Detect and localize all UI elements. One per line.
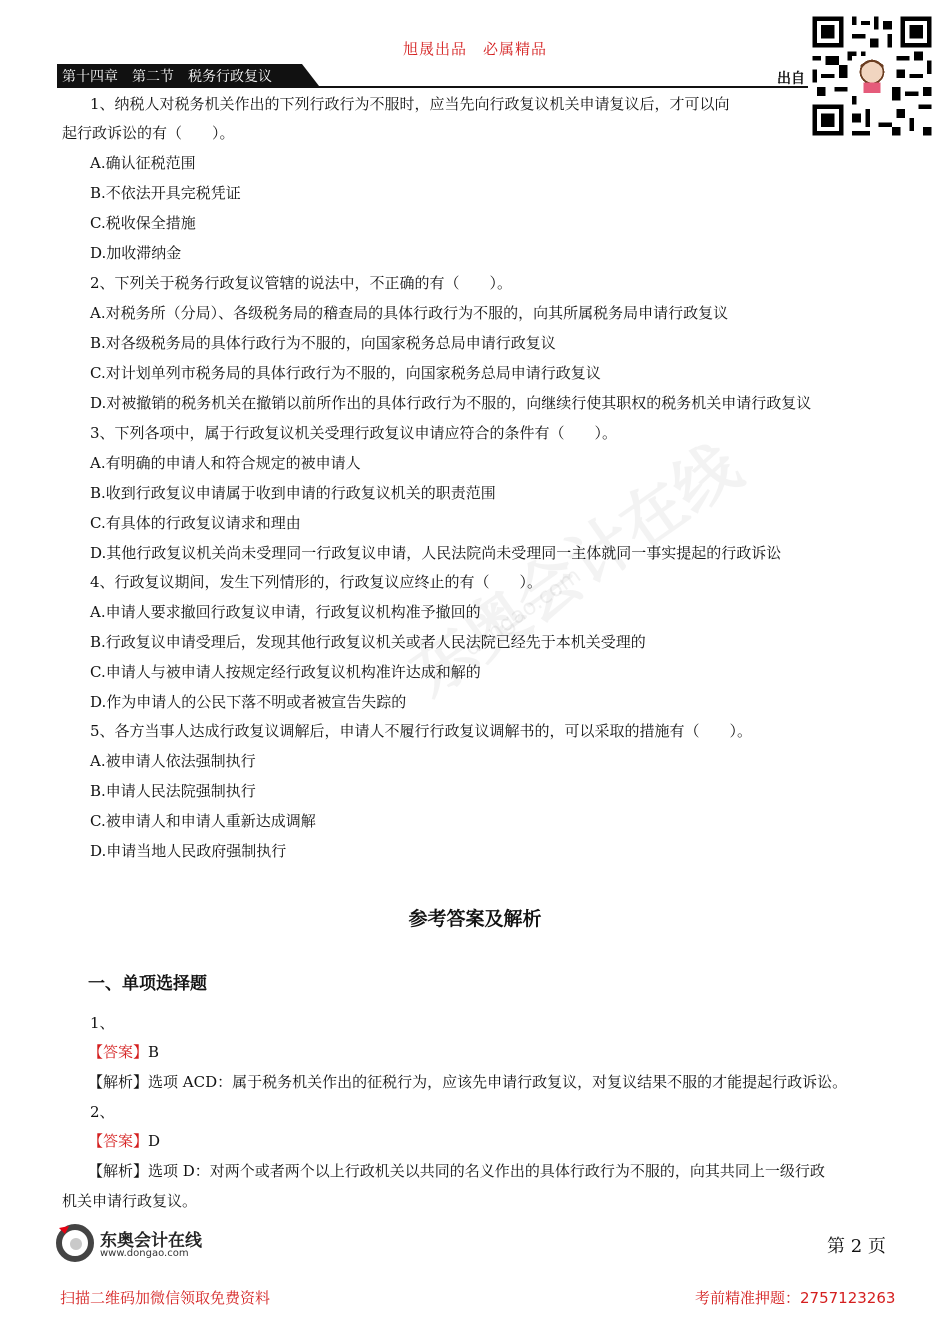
question-2-option-a: A.对税务所（分局）、各级税务局的稽查局的具体行政行为不服的，向其所属税务局申请行政复议 xyxy=(90,304,729,322)
analysis-label: 【解析】 xyxy=(88,1073,149,1091)
answer-label: 【答案】 xyxy=(88,1043,149,1061)
question-4-option-d: D.作为申请人的公民下落不明或者被宣告失踪的 xyxy=(90,693,407,711)
logo-name: 东奥会计在线 xyxy=(100,1231,202,1251)
question-1-option-a: A.确认征税范围 xyxy=(90,154,196,172)
analysis-text: 选项 ACD：属于税务机关作出的征税行为，应该先申请行政复议，对复议结果不服的才能提起行政诉讼。 xyxy=(148,1073,848,1091)
analysis-label: 【解析】 xyxy=(88,1162,149,1180)
watermark-url: dongao.com xyxy=(460,563,586,662)
question-4-stem: 4、行政复议期间，发生下列情形的，行政复议应终止的有（ ）。 xyxy=(90,573,543,591)
question-2-option-b: B.对各级税务局的具体行政行为不服的，向国家税务总局申请行政复议 xyxy=(90,334,556,352)
page-number: 第 2 页 xyxy=(827,1236,886,1257)
question-5-option-c: C.被申请人和申请人重新达成调解 xyxy=(90,812,316,830)
answers-title: 参考答案及解析 xyxy=(408,908,542,930)
question-5-stem: 5、各方当事人达成行政复议调解后，申请人不履行行政复议调解书的，可以采取的措施有（ ）。 xyxy=(90,722,753,740)
header-slogan: 旭晟出品 必属精品 xyxy=(402,40,547,58)
logo-url: www.dongao.com xyxy=(100,1248,189,1259)
answer-2-analysis-row xyxy=(88,1161,825,1181)
question-1-stem: 1、纳税人对税务机关作出的下列行政行为不服时，应当先向行政复议机关申请复议后，才可以向 xyxy=(90,95,730,113)
question-1-option-c: C.税收保全措施 xyxy=(90,214,196,232)
question-3-option-c: C.有具体的行政复议请求和理由 xyxy=(90,514,301,532)
question-1-option-d: D.加收滞纳金 xyxy=(90,244,182,262)
analysis-text: 选项 D：对两个或者两个以上行政机关以共同的名义作出的具体行政行为不服的，向其共同上一级行政 xyxy=(148,1162,825,1180)
question-3-stem: 3、下列各项中，属于行政复议机关受理行政复议申请应符合的条件有（ ）。 xyxy=(90,424,618,442)
question-4-option-b: B.行政复议申请受理后，发现其他行政复议机关或者人民法院已经先于本机关受理的 xyxy=(90,633,646,651)
question-4-option-a: A.申请人要求撤回行政复议申请，行政复议机构准予撤回的 xyxy=(90,603,481,621)
dongao-logo-icon xyxy=(55,1222,95,1262)
qr-code-icon xyxy=(808,12,936,140)
answers-section-title: 一、单项选择题 xyxy=(88,974,207,994)
question-3-option-d: D.其他行政复议机关尚未受理同一行政复议申请，人民法院尚未受理同一主体就同一事实提起的行政诉讼 xyxy=(90,544,782,562)
answer-2-answer-row xyxy=(88,1131,160,1151)
question-1-stem-cont: 起行政诉讼的有（ ）。 xyxy=(62,124,235,142)
footer-promo-left: 扫描二维码加微信领取免费资料 xyxy=(60,1289,271,1307)
footer-promo-right: 考前精准押题：2757123263 xyxy=(695,1289,896,1307)
chapter-title: 第十四章 第二节 税务行政复议 xyxy=(62,69,272,85)
answer-value: D xyxy=(148,1132,161,1150)
answer-1-analysis-row xyxy=(88,1072,847,1092)
answer-label: 【答案】 xyxy=(88,1132,149,1150)
question-5-option-a: A.被申请人依法强制执行 xyxy=(90,752,256,770)
answer-2-analysis-cont: 机关申请行政复议。 xyxy=(62,1192,198,1210)
question-2-option-d: D.对被撤销的税务机关在撤销以前所作出的具体行政行为不服的，向继续行使其职权的税务机关申请行政复议 xyxy=(90,394,812,412)
source-label: 出自 xyxy=(777,71,805,87)
question-1-option-b: B.不依法开具完税凭证 xyxy=(90,184,241,202)
answer-value: B xyxy=(148,1043,160,1061)
header-divider xyxy=(57,86,809,88)
question-5-option-d: D.申请当地人民政府强制执行 xyxy=(90,842,287,860)
question-4-option-c: C.申请人与被申请人按规定经行政复议机构准许达成和解的 xyxy=(90,663,481,681)
question-5-option-b: B.申请人民法院强制执行 xyxy=(90,782,256,800)
answer-2-number: 2、 xyxy=(90,1103,115,1121)
answer-1-number: 1、 xyxy=(90,1014,115,1032)
answer-1-answer-row xyxy=(88,1042,159,1062)
question-3-option-b: B.收到行政复议申请属于收到申请的行政复议机关的职责范围 xyxy=(90,484,496,502)
question-2-stem: 2、下列关于税务行政复议管辖的说法中，不正确的有（ ）。 xyxy=(90,274,513,292)
question-2-option-c: C.对计划单列市税务局的具体行政行为不服的，向国家税务总局申请行政复议 xyxy=(90,364,601,382)
question-3-option-a: A.有明确的申请人和符合规定的被申请人 xyxy=(90,454,361,472)
